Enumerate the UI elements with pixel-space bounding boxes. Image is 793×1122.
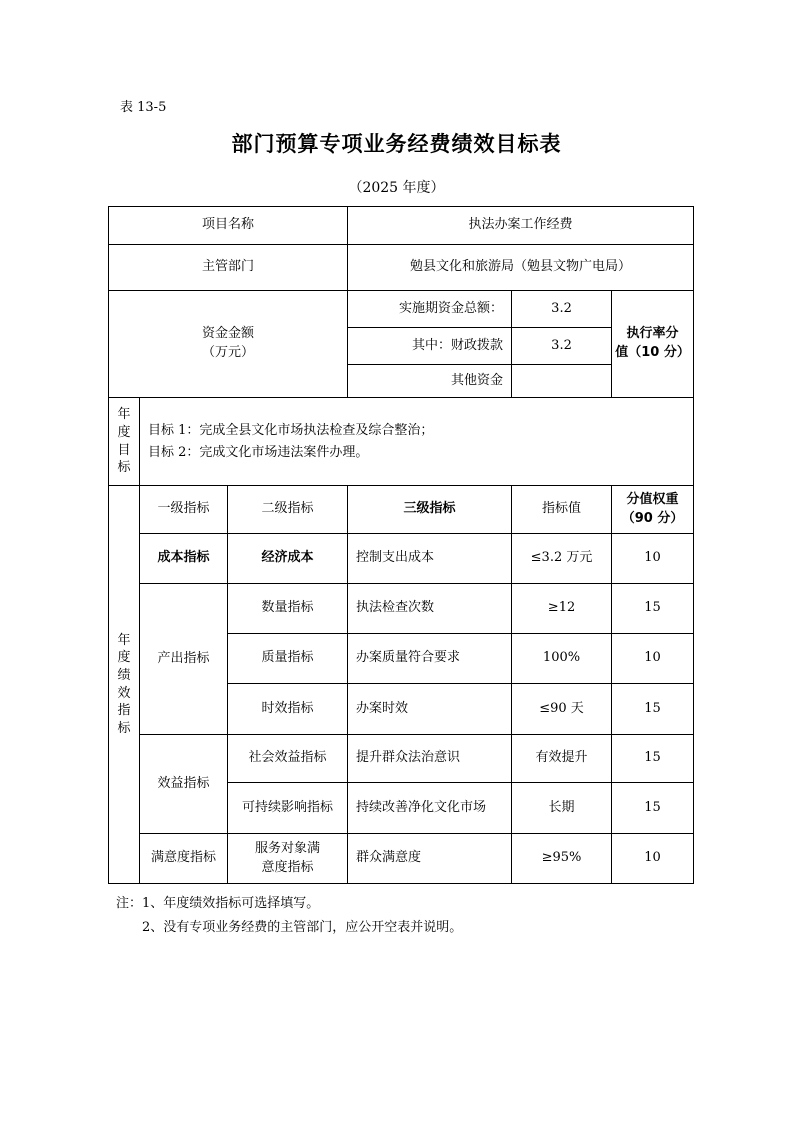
output-value: ≤90 天 [512,684,612,735]
funds-label-line2: （万元） [202,345,255,360]
indicators-label-char: 效 [117,685,131,701]
fiscal-year: （2025 年度） [348,180,445,196]
output-l3: 办案时效 [348,684,512,735]
goal-2: 目标 2：完成文化市场违法案件办理。 [148,444,369,460]
benefit-l1: 效益指标 [140,735,228,834]
cost-l2: 经济成本 [228,534,348,584]
dept-name: 勉县文化和旅游局（勉县文物广电局） [348,245,694,291]
project-row [109,207,694,245]
cost-l3: 控制支出成本 [348,534,512,584]
output-weight: 15 [612,684,694,735]
satisfaction-l3: 群众满意度 [348,834,512,884]
header-weight [612,486,694,534]
funds-other-value [512,365,612,398]
funds-fiscal-label: 其中：财政拨款 [348,328,512,365]
output-l3: 执法检查次数 [348,584,512,634]
benefit-l2: 可持续影响指标 [228,783,348,834]
output-l2: 时效指标 [228,684,348,735]
indicators-label-char: 度 [117,650,131,666]
benefit-weight: 15 [612,735,694,783]
benefit-l2: 社会效益指标 [228,735,348,783]
table-row [109,534,694,584]
goal-1: 目标 1：完成全县文化市场执法检查及综合整治； [148,423,434,439]
page-title: 部门预算专项业务经费绩效目标表 [231,132,562,156]
funds-total-label: 实施期资金总额： [348,291,512,328]
funds-label-line1: 资金金额 [202,326,255,342]
project-label: 项目名称 [109,207,348,245]
dept-label: 主管部门 [109,245,348,291]
header-level2: 二级指标 [228,486,348,534]
table-row [109,834,694,884]
benefit-l3: 提升群众法治意识 [348,735,512,783]
goals-label-char: 度 [117,424,131,440]
satisfaction-l2-line2: 意度指标 [261,859,314,875]
score-line1: 执行率分 [626,326,679,342]
funds-total-value: 3.2 [512,291,612,328]
indicators-side-label [109,486,140,884]
benefit-value: 长期 [512,783,612,834]
benefit-weight: 15 [612,783,694,834]
dept-row [109,245,694,291]
execution-rate-score [612,291,694,398]
table-row [109,735,694,783]
table-row [109,584,694,634]
output-value: ≥12 [512,584,612,634]
goals-side-label [109,398,140,486]
cost-l1: 成本指标 [140,534,228,584]
score-line2: 值（10 分） [615,345,690,360]
indicators-label-char: 年 [117,632,131,648]
indicator-header-row [109,486,694,534]
goals-label-char: 标 [117,460,131,476]
satisfaction-l1: 满意度指标 [140,834,228,884]
performance-target-table [108,206,694,884]
header-value: 指标值 [512,486,612,534]
header-weight-line2: （90 分） [621,510,684,526]
satisfaction-l2-line1: 服务对象满 [255,840,321,856]
indicators-label-char: 标 [117,720,131,736]
output-weight: 15 [612,584,694,634]
satisfaction-l2 [228,834,348,884]
satisfaction-weight: 10 [612,834,694,884]
goals-content [140,398,694,486]
cost-weight: 10 [612,534,694,584]
project-name: 执法办案工作经费 [348,207,694,245]
footnotes [116,892,462,940]
goals-label-char: 年 [117,407,131,423]
funds-fiscal-value: 3.2 [512,328,612,365]
benefit-l3: 持续改善净化文化市场 [348,783,512,834]
indicators-label-char: 指 [117,703,131,719]
header-level3: 三级指标 [348,486,512,534]
funds-total-row [109,291,694,328]
output-value: 100% [512,634,612,684]
output-l2: 数量指标 [228,584,348,634]
table-number: 表 13-5 [120,100,167,115]
header-weight-line1: 分值权重 [626,491,679,507]
funds-other-label: 其他资金 [348,365,512,398]
benefit-value: 有效提升 [512,735,612,783]
indicators-label-char: 绩 [117,667,131,683]
note-2: 2、没有专项业务经费的主管部门，应公开空表并说明。 [142,920,463,935]
satisfaction-value: ≥95% [512,834,612,884]
output-l3: 办案质量符合要求 [348,634,512,684]
funds-label [109,291,348,398]
output-l2: 质量指标 [228,634,348,684]
cost-value: ≤3.2 万元 [512,534,612,584]
note-1: 注：1、年度绩效指标可选择填写。 [116,896,320,911]
goals-label-char: 目 [117,442,131,458]
goals-row [109,398,694,486]
header-level1: 一级指标 [140,486,228,534]
output-l1: 产出指标 [140,584,228,735]
output-weight: 10 [612,634,694,684]
